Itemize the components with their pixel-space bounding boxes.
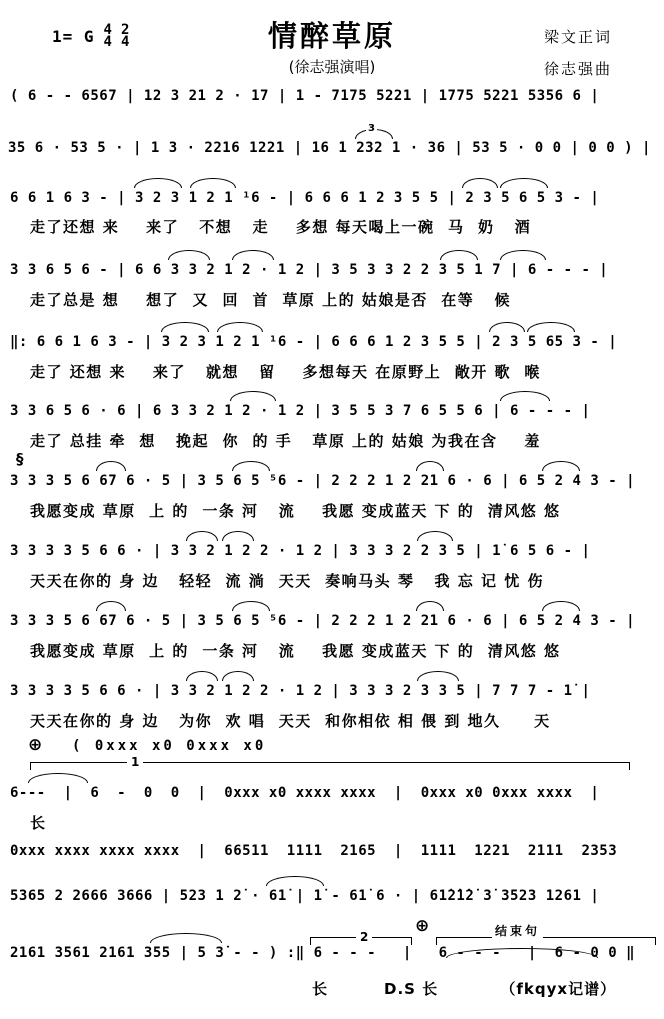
music-line-12: 0xxx xxxx xxxx xxxx | 66511 1111 2165 | 1111 1221 2111 2353 — [10, 843, 618, 859]
lyrics-line-7: 我愿变成 草原 上 的 一条 河 流 我愿 变成蓝天 下 的 清风悠 悠 — [30, 502, 561, 520]
lyrics-line-8: 天天在你的 身 边 轻轻 流 淌 天天 奏响马头 琴 我 忘 记 忧 伤 — [30, 572, 544, 590]
time-signature-4-4 — [104, 24, 112, 48]
slur-arc — [500, 250, 546, 260]
key-signature — [52, 24, 129, 48]
slur-arc — [186, 531, 218, 541]
slur-arc — [500, 391, 550, 401]
music-line-10: 3 3 3 3 5 6 6 · | 3 3 2 1 2 2 · 1 2 | 3 3 3 2 3 3 5 | 7 7 7 - 1̇ | — [10, 683, 591, 699]
slur-arc — [222, 531, 254, 541]
coda-ending-bracket — [436, 937, 656, 945]
slur-arc — [416, 461, 444, 471]
lyrics-line-10: 天天在你的 身 边 为你 欢 唱 天天 和你相依 相 偎 到 地久 天 — [30, 712, 551, 730]
slur-arc — [527, 322, 575, 332]
music-line-3: 6 6 1 6 3 - | 3 2 3 1 2 1 ¹6 - | 6 6 6 1 2 3 5 5 | 2 3 5 6 5 3 - | — [10, 190, 600, 206]
key-label: 1= G — [52, 26, 95, 46]
triplet-number: 3 — [368, 123, 375, 134]
slur-arc — [28, 773, 88, 783]
ending-phrase-label: 结束句 — [492, 922, 543, 939]
second-ending-bracket — [310, 930, 412, 945]
tie-arc — [150, 933, 222, 943]
slur-arc — [217, 322, 263, 332]
slur-arc — [96, 461, 126, 471]
slur-arc — [440, 250, 478, 260]
lyrics-line-11: 长 — [30, 814, 47, 832]
slur-arc — [462, 178, 498, 188]
slur-arc — [168, 250, 210, 260]
music-line-2: 35 6 · 53 5 · | 1 3 · 2216 1221 | 16 1 232 1 · 36 | 53 5 · 0 0 | 0 0 ) | — [8, 140, 651, 156]
coda-icon: ⊕ — [28, 735, 43, 755]
coda-icon: ⊕ — [415, 916, 430, 936]
slur-arc — [161, 322, 209, 332]
slur-arc — [416, 601, 444, 611]
slur-arc — [222, 671, 254, 681]
slur-arc — [500, 178, 548, 188]
music-line-7: 3 3 3 5 6 67 6 · 5 | 3 5 6 5 ⁵6 - | 2 2 2 1 2 21 6 · 6 | 6 5 2 4 3 - | — [10, 473, 636, 489]
slur-arc — [232, 601, 270, 611]
lyrics-line-5: 走了 还想 来 来了 就想 留 多想每天 在原野上 敞开 歌 喉 — [30, 363, 541, 381]
music-line-9: 3 3 3 5 6 67 6 · 5 | 3 5 6 5 ⁵6 - | 2 2 2 1 2 21 6 · 6 | 6 5 2 4 3 - | — [10, 613, 636, 629]
slur-arc — [542, 461, 580, 471]
lyrics-line-4: 走了总是 想 想了 又 回 首 草原 上的 姑娘是否 在等 候 — [30, 291, 511, 309]
slur-arc — [489, 322, 525, 332]
lyricist-credit: 梁文正词 — [544, 28, 613, 46]
music-line-8: 3 3 3 3 5 6 6 · | 3 3 2 1 2 2 · 1 2 | 3 3 3 2 2 3 5 | 1̇ 6 5 6 - | — [10, 543, 591, 559]
lyrics-line-6: 走了 总挂 牵 想 挽起 你 的 手 草原 上的 姑娘 为我在含 羞 — [30, 432, 541, 450]
slur-arc — [190, 178, 236, 188]
lyrics-line-9: 我愿变成 草原 上 的 一条 河 流 我愿 变成蓝天 下 的 清风悠 悠 — [30, 642, 561, 660]
music-line-1: ( 6 - - 6567 | 12 3 21 2 · 17 | 1 - 7175 5221 | 1775 5221 5356 6 | — [10, 88, 600, 104]
song-title: 情醉草原 — [267, 19, 397, 53]
music-line-coda-pickup: ( 0xxx x0 0xxx x0 — [72, 738, 267, 754]
slur-arc — [232, 461, 270, 471]
slur-arc — [542, 601, 580, 611]
composer-credit: 徐志强曲 — [544, 60, 613, 78]
music-line-6: 3 3 6 5 6 · 6 | 6 3 3 2 1 2 · 1 2 | 3 5 5 3 7 6 5 5 6 | 6 - - - | — [10, 403, 591, 419]
music-line-5: ‖: 6 6 1 6 3 - | 3 2 3 1 2 1 ¹6 - | 6 6 6 1 2 3 5 5 | 2 3 5 65 3 - | — [10, 334, 618, 350]
slur-arc — [96, 601, 126, 611]
first-ending-number: 1 — [127, 755, 143, 769]
tie-arc — [266, 876, 324, 886]
segno-icon: § — [16, 450, 24, 468]
slur-arc — [232, 250, 274, 260]
performer-subtitle: (徐志强演唱) — [288, 58, 376, 76]
lyrics-line-14: 长 D.S 长 （fkqyx记谱） — [312, 980, 617, 998]
meter-top: 2 — [120, 22, 130, 38]
slur-arc — [186, 671, 218, 681]
first-ending-bracket — [30, 755, 630, 770]
music-line-4: 3 3 6 5 6 - | 6 6 3 3 2 1 2 · 1 2 | 3 5 3 3 2 2 3 5 1 7 | 6 - - - | — [10, 262, 609, 278]
second-ending-number: 2 — [356, 930, 372, 944]
slur-arc — [230, 391, 276, 401]
meter-bottom: 4 — [120, 34, 130, 50]
music-line-14: 2161 3561 2161 355 | 5 3̇ - - ) :‖ 6 - - - | 6 - - - | 6 - 0 0 ‖ — [10, 945, 636, 961]
meter-bottom: 4 — [103, 34, 112, 50]
time-signature-2-4 — [121, 24, 129, 48]
slur-arc — [417, 531, 453, 541]
music-line-11: 6--- | 6 - 0 0 | 0xxx x0 xxxx xxxx | 0xxx x0 0xxx xxxx | — [10, 785, 600, 801]
meter-top: 4 — [103, 22, 112, 38]
music-line-13: 5365 2 2666 3666 | 523 1 2̇ · 61̇ | 1̇ - 61̇ 6 · | 61̇2̇1̇2̇ 3̇ 3523 1261 | — [10, 888, 600, 904]
slur-arc — [417, 671, 459, 681]
slur-arc — [134, 178, 182, 188]
lyrics-line-3: 走了还想 来 来了 不想 走 多想 每天喝上一碗 马 奶 酒 — [30, 218, 532, 236]
